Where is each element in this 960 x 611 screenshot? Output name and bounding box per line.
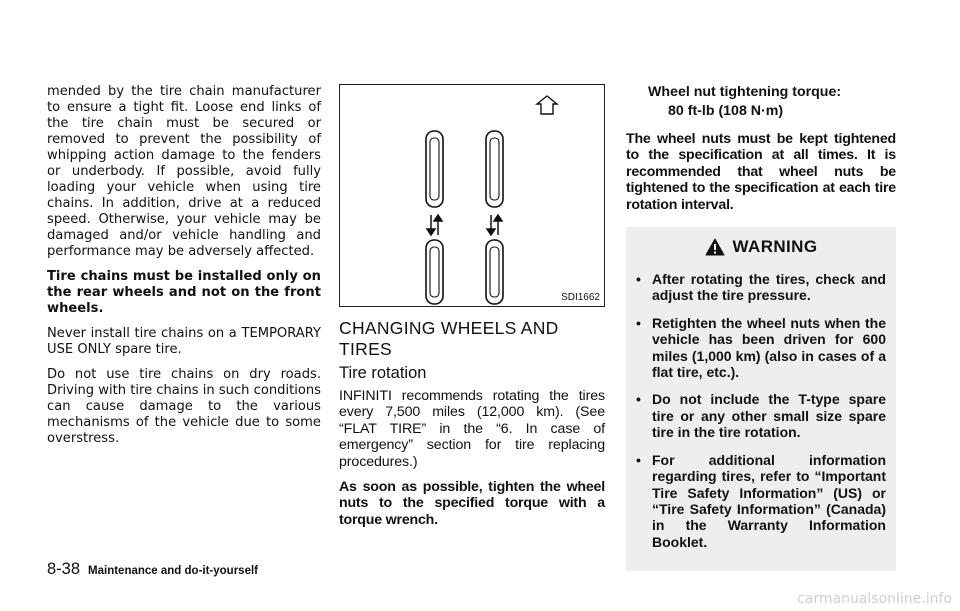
tire-rear-right-icon — [486, 240, 503, 304]
paragraph-keep-tightened: The wheel nuts must be kept tightened to the specification at all times. It is recommended that wheel nuts be tightened to the specification at each tire rotation interval. — [626, 131, 896, 213]
paragraph-tire-chain-fit: mended by the tire chain manufacturer to ensure a tight fit. Loose end links of the tire chain must be secured or removed to prevent the possibility of whipping action damage to the fenders or underbody. If possible, avoid fully loading your vehicle when using tire chains. In addition, drive at a reduced speed. Otherwise, your vehicle may be damaged and/or vehicle handling and performance may be adversely affected. — [47, 84, 321, 259]
torque-label: Wheel nut tightening torque: — [648, 84, 842, 100]
paragraph-dry-roads: Do not use tire chains on dry roads. Driving with tire chains in such conditions can cause damage to the various mechanisms of the vehicle due to some overstress. — [47, 367, 321, 446]
paragraph-rear-wheels-only: Tire chains must be installed only on the rear wheels and not on the front wheels. — [47, 269, 321, 316]
warning-item: • Retighten the wheel nuts when the vehicle has been driven for 600 miles (1,000 km) (also in cases of a flat tire, etc.). — [636, 314, 886, 381]
watermark: carmanualsonline.info — [797, 591, 952, 607]
warning-list — [636, 271, 886, 550]
warning-item: • Do not include the T-type spare tire or any other small size spare tire in the tire rotation. — [636, 391, 886, 441]
paragraph-no-temp-spare: Never install tire chains on a TEMPORARY USE ONLY spare tire. — [47, 326, 321, 357]
tire-rotation-figure — [339, 84, 605, 307]
paragraph-tighten-nuts: As soon as possible, tighten the wheel nuts to the specified torque with a torque wrench. — [339, 479, 605, 528]
tire-front-left-icon — [426, 131, 443, 207]
warning-triangle-icon — [705, 238, 725, 256]
warning-title: WARNING — [732, 237, 818, 257]
subsection-title: Tire rotation — [339, 364, 427, 382]
swap-arrows-left-icon — [427, 215, 442, 235]
paragraph-rotation-interval: INFINITI recommends rotating the tires every 7,500 miles (12,000 km). (See “FLAT TIRE” in the “6. In case of emergency” section for tire replacing procedures.) — [339, 388, 605, 470]
page-number: 8-38 — [47, 560, 81, 578]
swap-arrows-right-icon — [487, 215, 502, 235]
warning-item: • For additional information regarding tires, refer to “Important Tire Safety Information” (US) or “Tire Safety Information” (Canada) in the Warranty Information Booklet. — [636, 451, 886, 550]
footer-section-title: Maintenance and do-it-yourself — [88, 565, 258, 577]
tire-rotation-diagram — [340, 85, 604, 306]
figure-caption: SDI1662 — [561, 292, 600, 303]
forward-direction-icon — [537, 96, 557, 114]
warning-item: • After rotating the tires, check and adjust the tire pressure. — [636, 271, 886, 304]
tire-rear-left-icon — [426, 240, 443, 304]
torque-value: 80 ft-lb (108 N·m) — [668, 103, 784, 119]
section-title: CHANGING WHEELS AND TIRES — [339, 318, 559, 359]
column-middle — [339, 84, 605, 537]
warning-header — [636, 237, 886, 257]
column-left — [47, 84, 321, 456]
page-footer — [47, 560, 258, 579]
warning-box — [626, 227, 896, 571]
tire-front-right-icon — [486, 131, 503, 207]
column-right — [626, 84, 896, 571]
